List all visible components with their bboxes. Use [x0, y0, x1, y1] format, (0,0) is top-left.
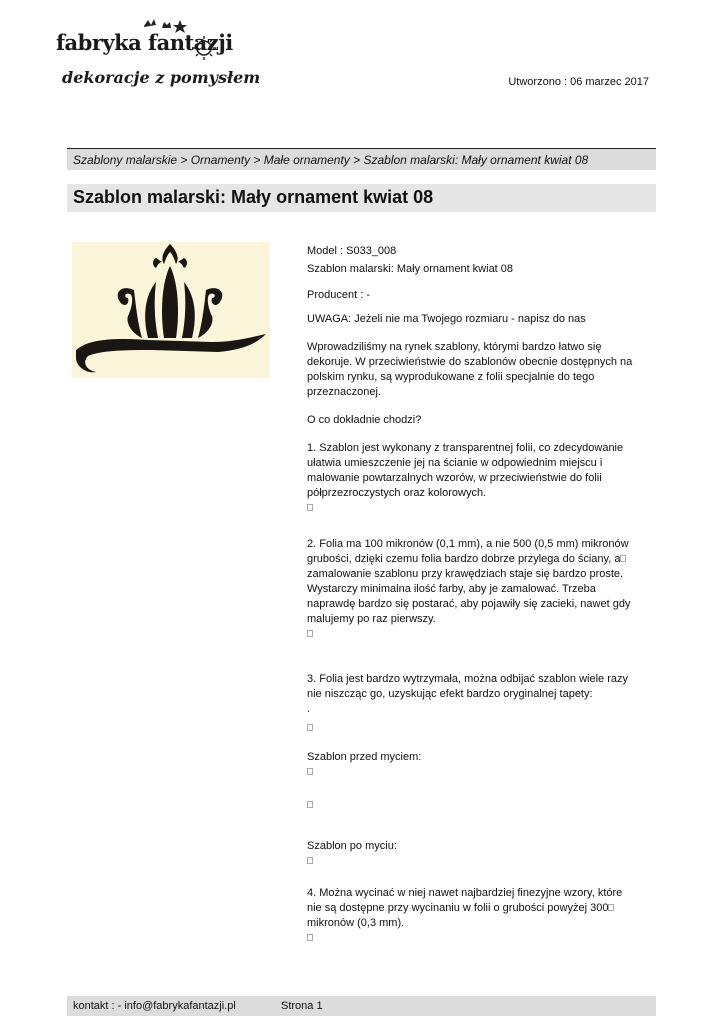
point-3-dot: .: [307, 703, 311, 715]
footer-contact[interactable]: kontakt : - info@fabrykafantazji.pl: [73, 1000, 236, 1012]
after-wash-label: Szablon po myciu:: [307, 840, 397, 852]
placeholder-glyph: [307, 721, 637, 736]
footer-page-number: Strona 1: [281, 1000, 323, 1012]
product-intro: Wprowadziliśmy na rynek szablony, którymi bardzo łatwo się dekoruje. W przeciwieństwie do szablonów obecnie dostępnych na polskim rynku, są wyprodukowane z folii specjalnie do tego przeznaczonej.: [307, 341, 633, 398]
product-name: Szablon malarski: Mały ornament kwiat 08: [307, 263, 514, 275]
placeholder-glyph: [620, 555, 626, 562]
breadcrumb[interactable]: Szablony malarskie > Ornamenty > Małe ornamenty > Szablon malarski: Mały ornament kwiat 08: [67, 148, 656, 170]
logo-tagline: dekoracje z pomysłem: [62, 68, 261, 87]
logo-title: fabryka fantazji: [56, 30, 233, 55]
point-2-text-b: zamalowanie szablonu przy krawędziach staje się bardzo proste. Wystarczy minimalna ilość farby, aby je zamalować. Trzeba naprawdę bardzo się postarać, aby pojawiły się zacieki, nawet gdy malujemy po raz pierwszy.: [307, 568, 631, 625]
placeholder-glyph: [307, 798, 637, 813]
point-1: 1. Szablon jest wykonany z transparentnej folii, co zdecydowanie ułatwia umieszczenie jej na ścianie w odpowiednim miejscu i malowanie powtarzalnych wzorów, w przeciwieństwie do folii półprzezroczystych oraz kolorowych.: [307, 442, 624, 499]
logo: [54, 16, 261, 98]
footer: [67, 996, 656, 1016]
point-4-text-a: 4. Można wycinać w niej nawet najbardziej finezyjne wzory, które nie są dostępne przy wycinaniu w folii o grubości powyżej 300: [307, 887, 623, 914]
product-image: [72, 242, 270, 378]
point-2-text-a: 2. Folia ma 100 mikronów (0,1 mm), a nie 500 (0,5 mm) mikronów grubości, dzięki czemu folia bardzo dobrze przylega do ściany, a: [307, 538, 629, 565]
before-wash-label: Szablon przed myciem:: [307, 751, 422, 763]
placeholder-glyph: [307, 765, 637, 780]
point-4: [307, 886, 637, 931]
point-3: 3. Folia jest bardzo wytrzymała, można odbijać szablon wiele razy nie niszcząc go, uzyskując efekt bardzo oryginalnej tapety:: [307, 673, 628, 700]
point-4-text-b: mikronów (0,3 mm).: [307, 917, 405, 929]
placeholder-glyph: [307, 501, 637, 516]
placeholder-glyph: [307, 627, 637, 642]
placeholder-glyph: [608, 904, 614, 911]
created-date: Utworzono : 06 marzec 2017: [508, 76, 649, 88]
product-notice: UWAGA: Jeżeli nie ma Twojego rozmiaru - napisz do nas: [307, 313, 586, 325]
product-model: Model : S033_008: [307, 245, 397, 257]
flower-ornament-icon: [72, 242, 270, 378]
product-producer: Producent : -: [307, 289, 370, 301]
product-description: [307, 244, 637, 946]
page-title: Szablon malarski: Mały ornament kwiat 08: [67, 184, 656, 212]
placeholder-glyph: [307, 931, 637, 946]
placeholder-glyph: [307, 854, 637, 869]
point-2: [307, 537, 637, 627]
product-question: O co dokładnie chodzi?: [307, 414, 422, 426]
